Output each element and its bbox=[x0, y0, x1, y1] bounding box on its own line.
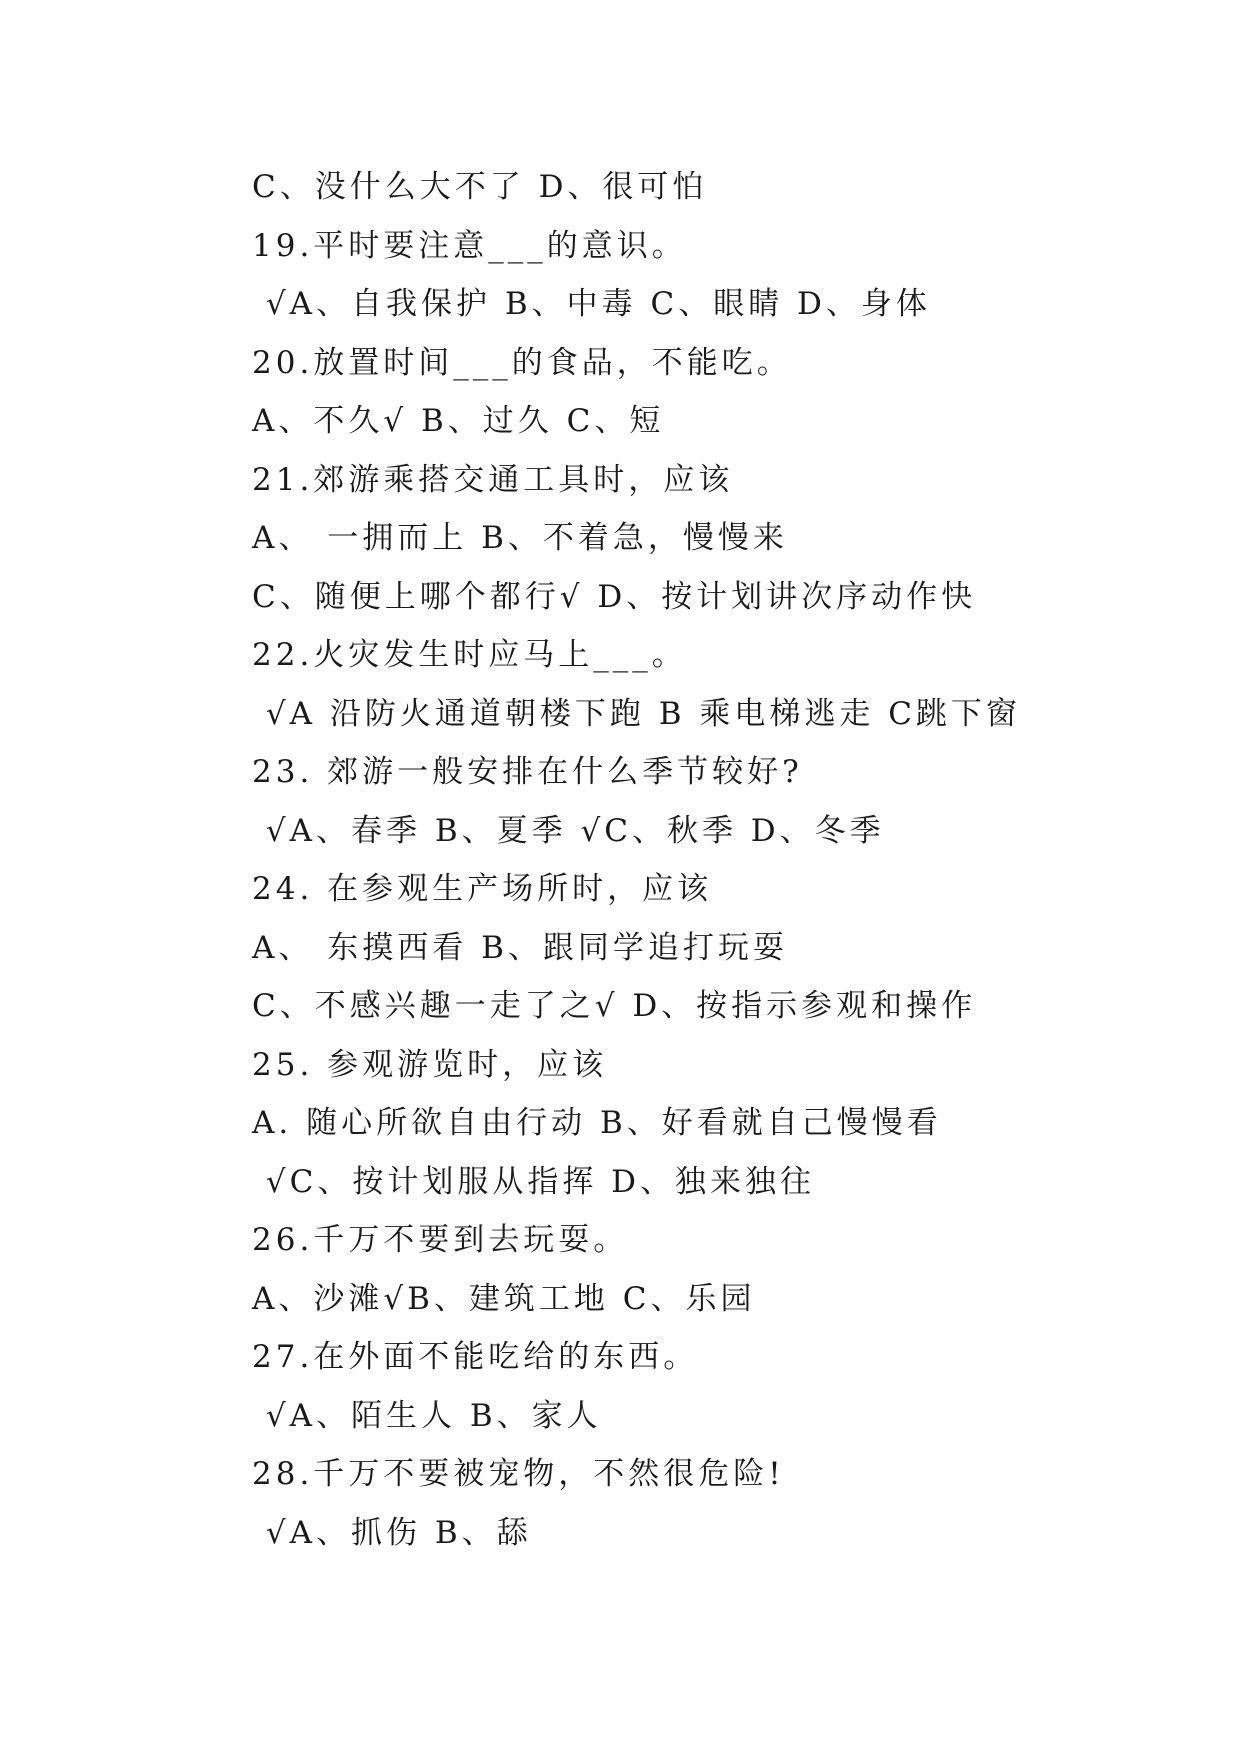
question-24: 24. 在参观生产场所时，应该 bbox=[252, 871, 713, 907]
question-21: 21.郊游乘搭交通工具时，应该 bbox=[252, 461, 734, 498]
answer-options-25-b: √C、按计划服从指挥 D、独来独往 bbox=[252, 1163, 816, 1200]
answer-options-27: √A、陌生人 B、家人 bbox=[252, 1397, 602, 1434]
question-list bbox=[252, 158, 1152, 1562]
question-28: 28.千万不要被宠物，不然很危险! bbox=[252, 1456, 785, 1492]
answer-options-21-b: C、随便上哪个都行√ D、按计划讲次序动作快 bbox=[252, 578, 977, 615]
answer-options-19: √A、自我保护 B、中毒 C、眼睛 D、身体 bbox=[252, 286, 931, 322]
text-line: C、没什么大不了 D、很可怕 bbox=[252, 169, 708, 205]
answer-options-23: √A、春季 B、夏季 √C、秋季 D、冬季 bbox=[252, 812, 885, 849]
answer-options-20: A、不久√ B、过久 C、短 bbox=[252, 403, 665, 439]
question-22: 22.火灾发生时应马上___。 bbox=[252, 637, 687, 673]
question-20: 20.放置时间___的食品，不能吃。 bbox=[252, 344, 792, 381]
question-19: 19.平时要注意___的意识。 bbox=[252, 227, 687, 264]
answer-options-26: A、沙滩√B、建筑工地 C、乐园 bbox=[252, 1280, 756, 1317]
question-25: 25. 参观游览时，应该 bbox=[252, 1046, 608, 1083]
question-23: 23. 郊游一般安排在什么季节较好? bbox=[252, 754, 803, 790]
answer-options-22: √A 沿防火通道朝楼下跑 B 乘电梯逃走 C跳下窗 bbox=[252, 695, 1021, 732]
answer-options-25-a: A. 随心所欲自由行动 B、好看就自己慢慢看 bbox=[252, 1105, 942, 1141]
question-26: 26.千万不要到去玩耍。 bbox=[252, 1222, 629, 1258]
answer-options-28: √A、抓伤 B、舔 bbox=[252, 1514, 532, 1551]
question-27: 27.在外面不能吃给的东西。 bbox=[252, 1339, 699, 1375]
answer-options-24-b: C、不感兴趣一走了之√ D、按指示参观和操作 bbox=[252, 988, 977, 1024]
answer-options-21-a: A、 一拥而上 B、不着急，慢慢来 bbox=[252, 520, 788, 556]
answer-options-24-a: A、 东摸西看 B、跟同学追打玩耍 bbox=[252, 929, 788, 966]
